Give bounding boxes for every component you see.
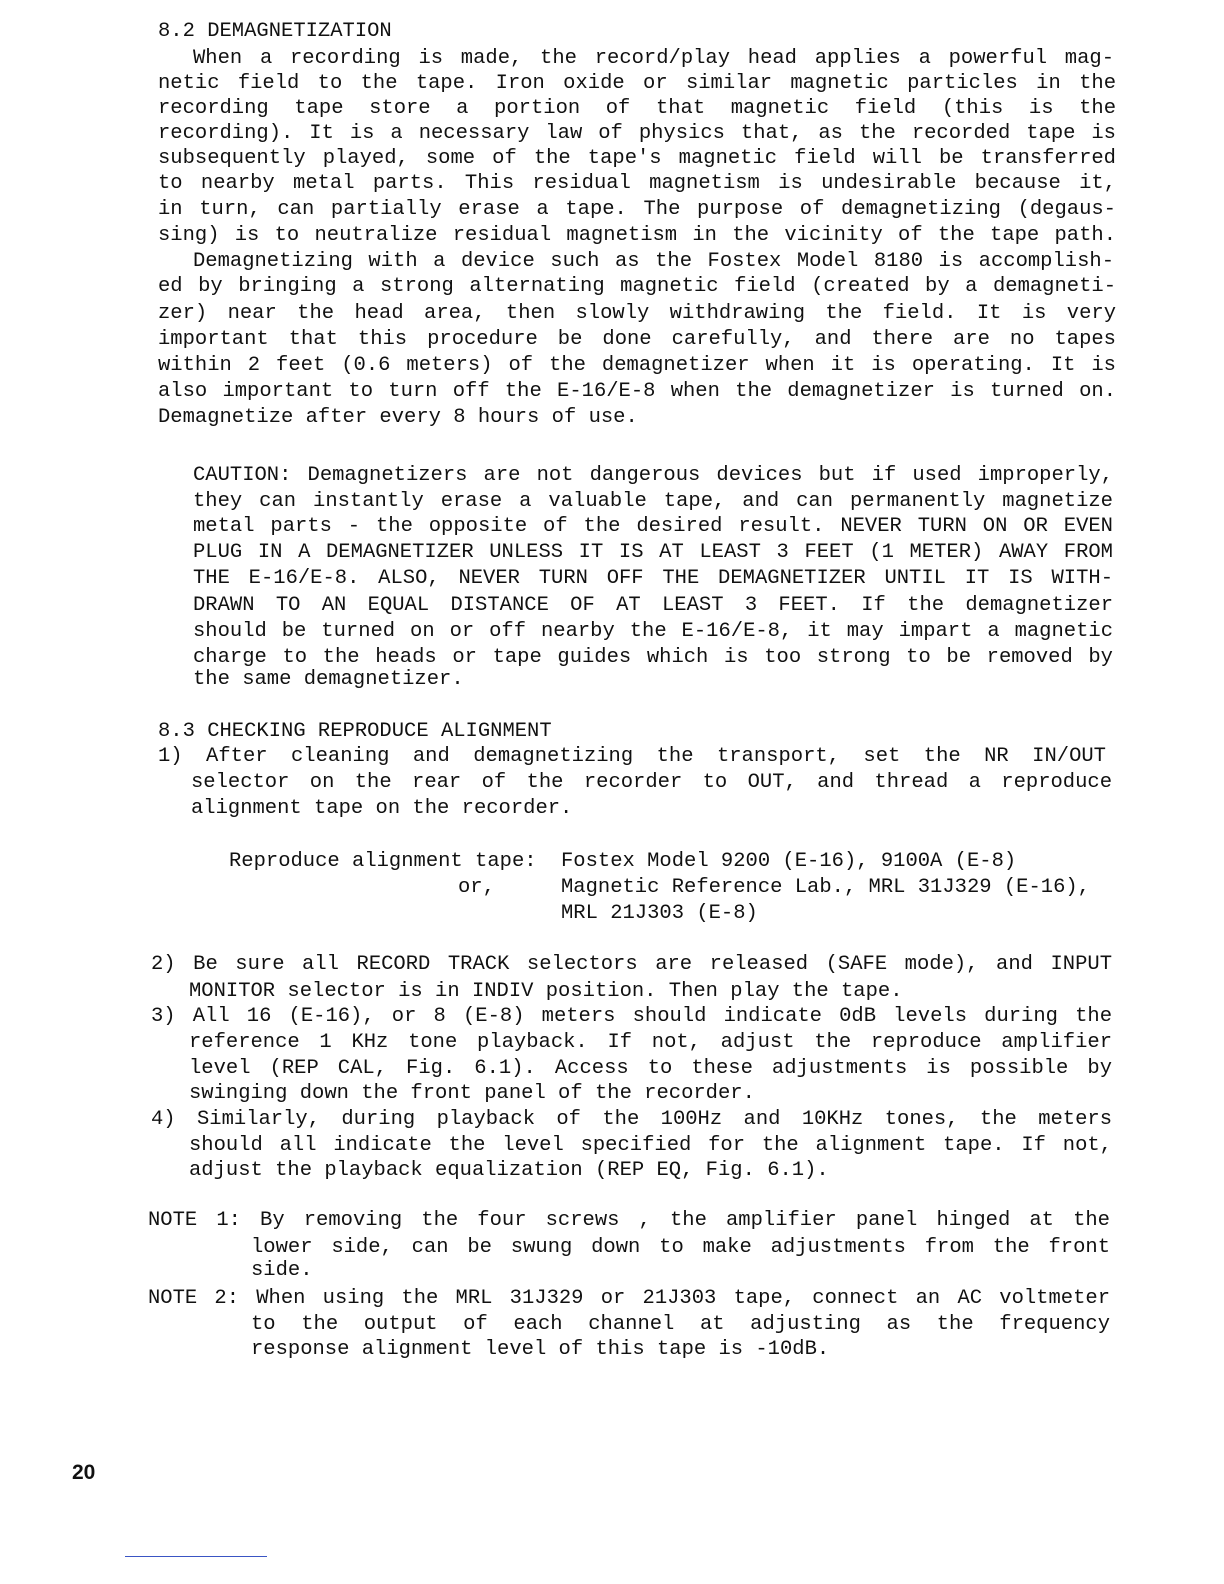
caution-line: they can instantly erase a valuable tape, and can permanently magnetize (193, 490, 1113, 513)
step-1-line: 1) After cleaning and demagnetizing the transport, set the NR IN/OUT (158, 745, 1106, 768)
caution-line: CAUTION: Demagnetizers are not dangerous devices but if used improperly, (193, 464, 1113, 487)
paragraph-line: ed by bringing a strong alternating magnetic field (created by a demagneti- (158, 275, 1116, 298)
step-3-line: level (REP CAL, Fig. 6.1). Access to these adjustments is possible by (189, 1057, 1112, 1080)
paragraph-line: subsequently played, some of the tape's magnetic field will be transferred (158, 147, 1116, 170)
tape-option: Magnetic Reference Lab., MRL 31J329 (E-16), (561, 876, 1090, 899)
caution-line: the same demagnetizer. (193, 668, 464, 691)
footer-rule (125, 1556, 267, 1557)
step-3-line: swinging down the front panel of the recorder. (189, 1082, 755, 1105)
step-3-line: reference 1 KHz tone playback. If not, adjust the reproduce amplifier (189, 1031, 1112, 1054)
note-1-line: side. (251, 1259, 313, 1282)
step-4-line: 4) Similarly, during playback of the 100Hz and 10KHz tones, the meters (151, 1108, 1112, 1131)
step-3-line: 3) All 16 (E-16), or 8 (E-8) meters should indicate 0dB levels during the (151, 1005, 1112, 1028)
tape-label: Reproduce alignment tape: (229, 850, 537, 873)
paragraph-line: Demagnetize after every 8 hours of use. (158, 406, 638, 429)
note-2-line: response alignment level of this tape is -10dB. (251, 1338, 830, 1361)
paragraph-line: When a recording is made, the record/play head applies a powerful mag- (193, 47, 1114, 70)
paragraph-line: in turn, can partially erase a tape. The purpose of demagnetizing (degaus- (158, 198, 1116, 221)
paragraph-line: important that this procedure be done carefully, and there are no tapes (158, 328, 1116, 351)
caution-line: charge to the heads or tape guides which is too strong to be removed by (193, 646, 1113, 669)
paragraph-line: Demagnetizing with a device such as the Fostex Model 8180 is accomplish- (193, 250, 1114, 273)
step-1-line: selector on the rear of the recorder to OUT, and thread a reproduce (191, 771, 1112, 794)
paragraph-line: zer) near the head area, then slowly withdrawing the field. It is very (158, 302, 1116, 325)
paragraph-line: also important to turn off the E-16/E-8 when the demagnetizer is turned on. (158, 380, 1116, 403)
step-4-line: adjust the playback equalization (REP EQ, Fig. 6.1). (189, 1159, 829, 1182)
paragraph-line: sing) is to neutralize residual magnetism in the vicinity of the tape path. (158, 224, 1116, 247)
paragraph-line: to nearby metal parts. This residual magnetism is undesirable because it, (158, 172, 1116, 195)
step-2-line: MONITOR selector is in INDIV position. Then play the tape. (189, 980, 903, 1003)
step-1-line: alignment tape on the recorder. (191, 797, 573, 820)
caution-line: PLUG IN A DEMAGNETIZER UNLESS IT IS AT LEAST 3 FEET (1 METER) AWAY FROM (193, 541, 1113, 564)
note-1-line: NOTE 1: By removing the four screws , the amplifier panel hinged at the (148, 1209, 1110, 1232)
note-2-line: NOTE 2: When using the MRL 31J329 or 21J303 tape, connect an AC voltmeter (148, 1287, 1110, 1310)
caution-line: THE E-16/E-8. ALSO, NEVER TURN OFF THE DEMAGNETIZER UNTIL IT IS WITH- (193, 567, 1113, 590)
paragraph-line: netic field to the tape. Iron oxide or similar magnetic particles in the (158, 72, 1116, 95)
paragraph-line: within 2 feet (0.6 meters) of the demagnetizer when it is operating. It is (158, 354, 1116, 377)
note-1-line: lower side, can be swung down to make adjustments from the front (251, 1236, 1110, 1259)
section-heading-demagnetization: 8.2 DEMAGNETIZATION (158, 20, 392, 43)
caution-line: metal parts - the opposite of the desired result. NEVER TURN ON OR EVEN (193, 515, 1113, 538)
page-number: 20 (72, 1461, 96, 1484)
note-2-line: to the output of each channel at adjusting as the frequency (251, 1313, 1110, 1336)
paragraph-line: recording). It is a necessary law of physics that, as the recorded tape is (158, 122, 1116, 145)
tape-option: MRL 21J303 (E-8) (561, 902, 758, 925)
step-2-line: 2) Be sure all RECORD TRACK selectors are released (SAFE mode), and INPUT (151, 953, 1112, 976)
step-4-line: should all indicate the level specified for the alignment tape. If not, (189, 1134, 1112, 1157)
paragraph-line: recording tape store a portion of that magnetic field (this is the (158, 97, 1116, 120)
section-heading-reproduce-alignment: 8.3 CHECKING REPRODUCE ALIGNMENT (158, 720, 552, 743)
tape-or: or, (458, 876, 495, 899)
tape-option: Fostex Model 9200 (E-16), 9100A (E-8) (561, 850, 1017, 873)
caution-line: should be turned on or off nearby the E-16/E-8, it may impart a magnetic (193, 620, 1113, 643)
caution-line: DRAWN TO AN EQUAL DISTANCE OF AT LEAST 3 FEET. If the demagnetizer (193, 594, 1113, 617)
